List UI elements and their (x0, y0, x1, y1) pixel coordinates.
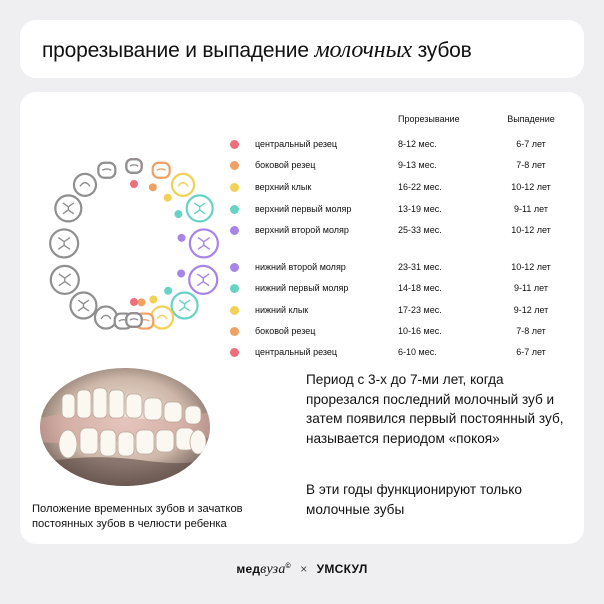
tooth-name: верхний первый моляр (255, 204, 352, 214)
main-card (20, 92, 584, 544)
upper-dot-3 (164, 194, 172, 202)
title-text-before: прорезывание и выпадение (42, 39, 315, 62)
tooth-name: верхний второй моляр (255, 225, 349, 235)
tooth-name: верхний клык (255, 182, 312, 192)
brand1-bold: мед (236, 562, 261, 576)
tooth-name: нижний первый моляр (255, 283, 349, 293)
loss-time: 7-8 лет (516, 326, 546, 336)
tooth-name: нижний клык (255, 305, 309, 315)
table-row-lower-4 (20, 324, 584, 338)
title-card (20, 20, 584, 78)
tooth-name: боковой резец (255, 326, 316, 336)
loss-time: 10-12 лет (511, 225, 551, 235)
tooth-color-dot (230, 284, 239, 293)
eruption-time: 23-31 мес. (398, 262, 442, 272)
photo-caption: Положение временных зубов и зачатков постоянных зубов в челюсти ребенка (32, 503, 243, 530)
eruption-time: 16-22 мес. (398, 182, 442, 192)
tooth-color-dot (230, 183, 239, 192)
loss-time: 7-8 лет (516, 160, 546, 170)
eruption-time: 6-10 мес. (398, 347, 437, 357)
title-text-after: зубов (411, 39, 472, 62)
brand1-italic: вуза (260, 562, 286, 577)
footer-separator: × (300, 562, 308, 576)
table-row-upper-5 (20, 223, 584, 237)
table-row-lower-2 (20, 281, 584, 295)
brand-medvuza-logo (236, 562, 291, 576)
header-loss: Выпадение (507, 114, 555, 124)
tooth-color-dot (230, 161, 239, 170)
table-row-upper-1 (20, 137, 584, 151)
loss-time: 9-11 лет (514, 204, 548, 214)
eruption-time: 13-19 мес. (398, 204, 442, 214)
loss-time: 9-12 лет (513, 305, 549, 315)
table-row-upper-3 (20, 180, 584, 194)
brand-umskul-logo: УМСКУЛ (316, 562, 368, 576)
loss-time: 10-12 лет (511, 262, 551, 272)
jaw-photo (40, 368, 210, 486)
table-row-lower-1 (20, 260, 584, 274)
lower-jaw (51, 266, 217, 329)
eruption-time: 17-23 мес. (398, 305, 442, 315)
tooth-name: нижний второй моляр (255, 262, 346, 272)
tooth-name: боковой резец (255, 160, 316, 170)
table-row-lower-5 (20, 345, 584, 359)
tooth-color-dot (230, 327, 239, 336)
tooth-color-dot (230, 263, 239, 272)
table-row-upper-2 (20, 158, 584, 172)
milk-teeth-text: В эти годы функционируют только молочные зубы (306, 482, 522, 517)
tooth-color-dot (230, 205, 239, 214)
loss-time: 6-7 лет (516, 347, 546, 357)
header-eruption: Прорезывание (398, 114, 460, 124)
loss-time: 10-12 лет (511, 182, 551, 192)
tooth-name: центральный резец (255, 347, 338, 357)
loss-time: 6-7 лет (516, 139, 546, 149)
eruption-time: 10-16 мес. (398, 326, 442, 336)
eruption-time: 8-12 мес. (398, 139, 437, 149)
tooth-color-dot (230, 140, 239, 149)
table-row-lower-3 (20, 303, 584, 317)
eruption-time: 9-13 мес. (398, 160, 437, 170)
brand1-mark: © (285, 563, 291, 570)
title-text-italic: молочных (314, 37, 412, 63)
loss-time: 9-11 лет (514, 283, 548, 293)
page-title (42, 37, 472, 64)
table-row-upper-4 (20, 202, 584, 216)
footer (0, 562, 604, 578)
tooth-color-dot (230, 226, 239, 235)
tooth-name: центральный резец (255, 139, 338, 149)
tooth-color-dot (230, 306, 239, 315)
eruption-time: 14-18 мес. (398, 283, 442, 293)
rest-period-text: Период с 3-х до 7-ми лет, когда прорезался последний молочный зуб и затем появился первый постоянный зуб, называется периодом «покоя» (306, 372, 564, 446)
eruption-time: 25-33 мес. (398, 225, 442, 235)
tooth-color-dot (230, 348, 239, 357)
